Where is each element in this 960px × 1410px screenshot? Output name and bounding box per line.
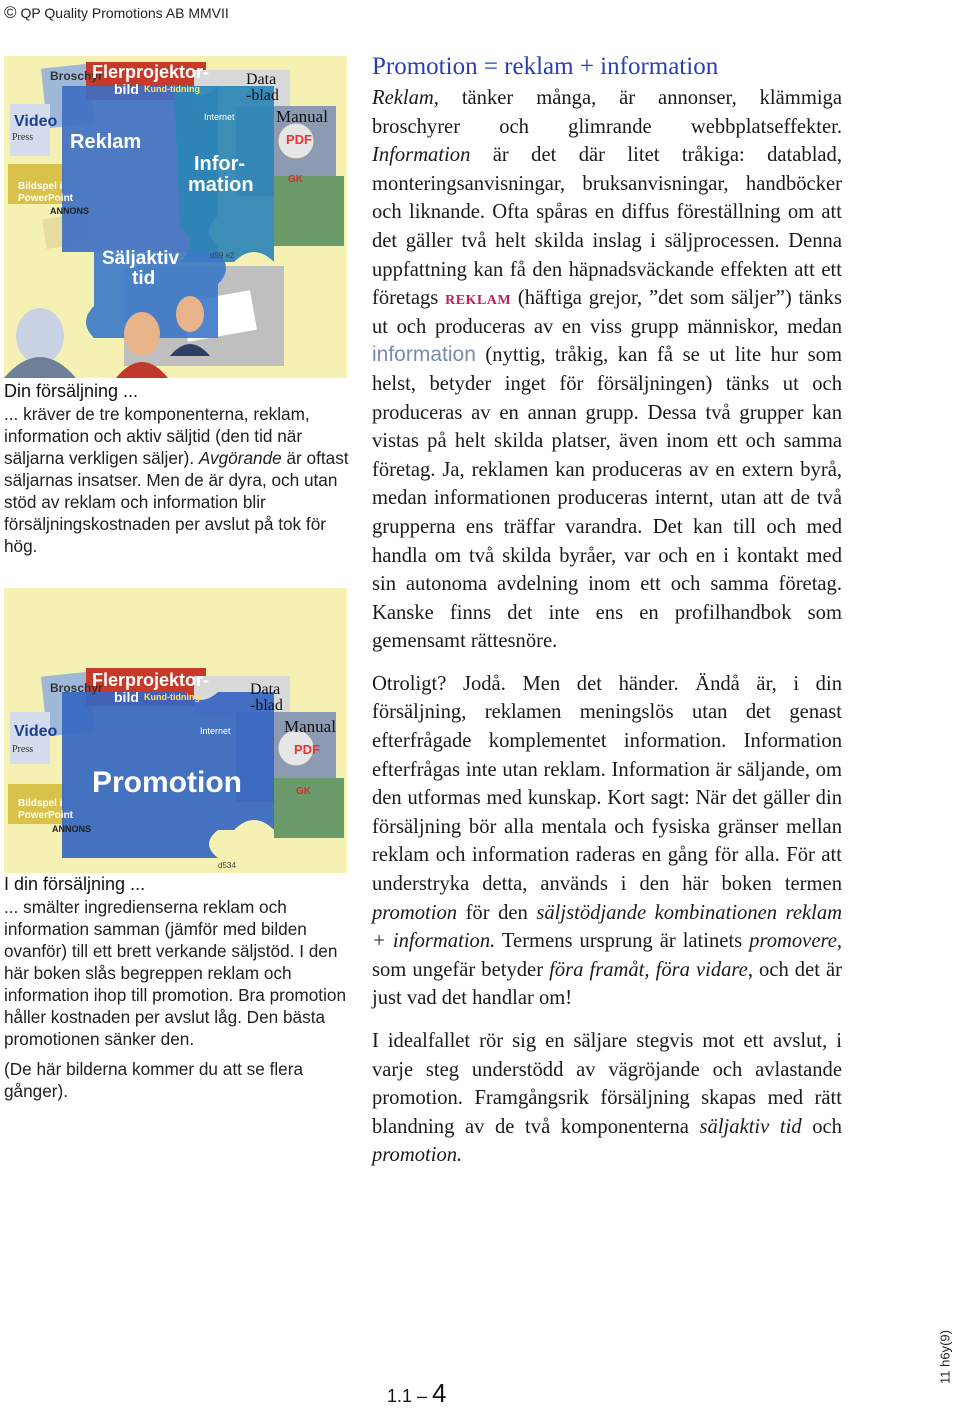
label-manual-2: Manual — [284, 717, 336, 736]
copyright-text: QP Quality Promotions AB MMVII — [20, 5, 229, 21]
side-code — [934, 1332, 956, 1382]
label-pdf: PDF — [286, 132, 312, 147]
label-blad-2: -blad — [250, 697, 283, 714]
label-gk-2: GK — [296, 786, 311, 797]
article-paragraph-3 — [372, 1027, 842, 1170]
puzzle-illustration-1 — [4, 56, 347, 378]
figure-reklam-information-saljtid — [4, 56, 347, 378]
p3-italic-2: promotion. — [372, 1144, 463, 1167]
caption-heading: Din försäljning ... — [4, 381, 139, 401]
copyright-line — [4, 3, 229, 23]
page-number — [387, 1378, 447, 1409]
label-press: Press — [12, 132, 34, 143]
page-number-prefix: 1.1 – — [387, 1386, 433, 1406]
caption2-note: (De här bilderna kommer du att se flera gånger). — [4, 1059, 304, 1101]
label-blad: -blad — [246, 87, 279, 104]
p1-italic-2: Information — [372, 144, 471, 167]
label-gk: GK — [288, 174, 303, 185]
label-bildspel-1: Bildspel i — [18, 181, 63, 192]
p3-italic-1: säljaktiv tid — [699, 1115, 802, 1138]
puzzle-illustration-2 — [4, 588, 347, 873]
p1-text-1: tänker många, är annonser, klämmiga broschyrer och glimrande webbplatseffekter. — [372, 87, 842, 138]
caption-body — [4, 403, 349, 557]
label-press-2: Press — [12, 744, 34, 755]
article-title: Promotion = reklam + information — [372, 53, 719, 80]
p2-italic-2: säljstödjande kombinationen reklam + information. — [372, 901, 842, 953]
label-data-2: Data — [250, 681, 281, 698]
p3-text-1: I idealfallet rör sig en säljare stegvis mot ett avslut, i varje steg understödd av vägröjande och avlastande promotion. Framgångsrik försäljning skapas med rätt blandning av de två komponenterna — [372, 1030, 842, 1138]
label-manual: Manual — [276, 107, 328, 126]
label-saljaktiv-1: Säljaktiv — [102, 248, 180, 269]
caption-din-forsaljning — [4, 380, 349, 557]
page-number-main: 4 — [432, 1378, 447, 1408]
keyword-reklam: reklam — [445, 287, 512, 310]
label-data: Data — [246, 71, 277, 88]
label-internet: Internet — [204, 112, 235, 122]
p2-text-5: , och det är just vad det handlar om! — [372, 958, 842, 1010]
caption-text-b: är oftast säljarnas insatser. Men de är dyra, och utan stöd av reklam och information blir försäljningskostnaden per avslut på tok för hög. — [4, 448, 349, 556]
caption-text-a: ... kräver de tre komponenterna, reklam, information och aktiv säljtid (den tid när säljarna verkligen säljer). — [4, 404, 310, 468]
article-paragraph-1 — [372, 84, 842, 656]
label-annons-2: ANNONS — [52, 824, 92, 834]
p1-italic-1: Reklam, — [372, 87, 439, 109]
caption2-body — [4, 896, 349, 1050]
label-broschyr: Broschyr — [50, 69, 103, 83]
caption2-text-a: ... smälter ingredienserna reklam och information samman (jämför med bilden ovanför) till ett brett verkande säljstöd. I den här boken slås begreppen reklam och information ihop till — [4, 897, 338, 1005]
label-information-1: Infor- — [194, 153, 246, 175]
article-paragraph-2 — [372, 670, 842, 1013]
side-code-text: 11 h6y(9) — [937, 1330, 953, 1384]
caption-text-italic: Avgörande — [198, 448, 282, 468]
p2-text-3: Termens ursprung är latinets — [495, 930, 750, 953]
label-bildspel-2: PowerPoint — [18, 193, 74, 204]
p2-italic-1: promotion — [372, 901, 458, 924]
caption2-keyword: promotion — [152, 985, 229, 1005]
p3-text-2: och — [801, 1115, 842, 1138]
p1-text-3: (häftiga grejor, ”det som säljer”) tänks ut och produceras av en viss grupp människor, medan — [372, 287, 842, 338]
label-pdf-2: PDF — [294, 742, 320, 757]
label-promotion: Promotion — [92, 766, 242, 799]
label-video: Video — [14, 113, 58, 130]
caption2-heading: I din försäljning ... — [4, 874, 146, 894]
p1-text-2: är det där litet tråkiga: datablad, monteringsanvisningar, bruksanvisningar, handböcker och liknande. Ofta spåras en diffus föreställning om att det gäller två helt skilda inslag i säljprocessen. Denna uppfattning kan få den häpnadsväckande effekten att ett företags — [372, 144, 842, 310]
label-reklam: Reklam — [70, 131, 142, 153]
label-bildspel-2-2: PowerPoint — [18, 810, 74, 821]
label-bild: bild — [114, 81, 139, 97]
p1-text-4: (nyttig, tråkig, kan få se ut lite hur som helst, betyder inget för försäljningen) tänks ut och produceras av en annan grupp. Dessa två grupper kan vistas på helt skilda platser, även inom ett och samma företag. Ja, reklamen kan produceras av en extern byrå, medan informationen produceras internt, utan att de två grupperna ens träffar varandra. Det kan till och med handla om två skilda byråer, var och en i kontakt med sin autonoma avdelning inom ett och samma företag. Kanske finns det inte ens en profilhandbok som gemensamt rättesnöre. — [372, 344, 842, 653]
article — [372, 50, 842, 1170]
p2-text-4: som ungefär betyder — [372, 958, 550, 981]
label-annons: ANNONS — [50, 206, 90, 216]
label-video-2: Video — [14, 723, 58, 740]
label-internet-2: Internet — [200, 726, 231, 736]
figure-code-1: d59 e2 — [210, 251, 235, 260]
label-bild-2: bild — [114, 689, 139, 705]
label-kundtidning: Kund-tidning — [144, 84, 200, 94]
figure-code-2: d534 — [218, 861, 236, 870]
caption2-text-b: . Bra promotion håller kostnaden per avslut låg. Den bästa promotionen sänker den. — [4, 985, 347, 1049]
p2-italic-3: promovere, — [749, 930, 843, 953]
p2-italic-4: föra framåt, föra vidare — [549, 958, 748, 981]
copyright-symbol: © — [4, 3, 17, 22]
label-saljaktiv-2: tid — [132, 268, 156, 289]
p2-text-2: för den — [457, 901, 537, 924]
label-flerprojektor-2: Flerprojektor- — [92, 670, 210, 690]
p2-text-1: Otroligt? Jodå. Men det händer. Ändå är, i din försäljning, reklamen meningslös utan det genast efterfrågade komplementet information. Information efterfrågas inte utan reklam. Information är säljande, om den utformas med kunskap. Kort sagt: När det gäller din försäljning bör alla mentala och fysiska gränser mellan reklam och information raderas en gång för alla. För att understryka detta, används i den här boken termen — [372, 672, 842, 896]
label-information-2: mation — [188, 174, 254, 196]
figure-promotion — [4, 588, 347, 873]
keyword-information: information — [372, 343, 476, 367]
caption-i-din-forsaljning — [4, 873, 349, 1102]
label-flerprojektor: Flerprojektor- — [92, 62, 210, 82]
label-kundtidning-2: Kund-tidning — [144, 692, 200, 702]
label-bildspel-1-2: Bildspel i — [18, 798, 63, 809]
label-broschyr-2: Broschyr — [50, 681, 103, 695]
